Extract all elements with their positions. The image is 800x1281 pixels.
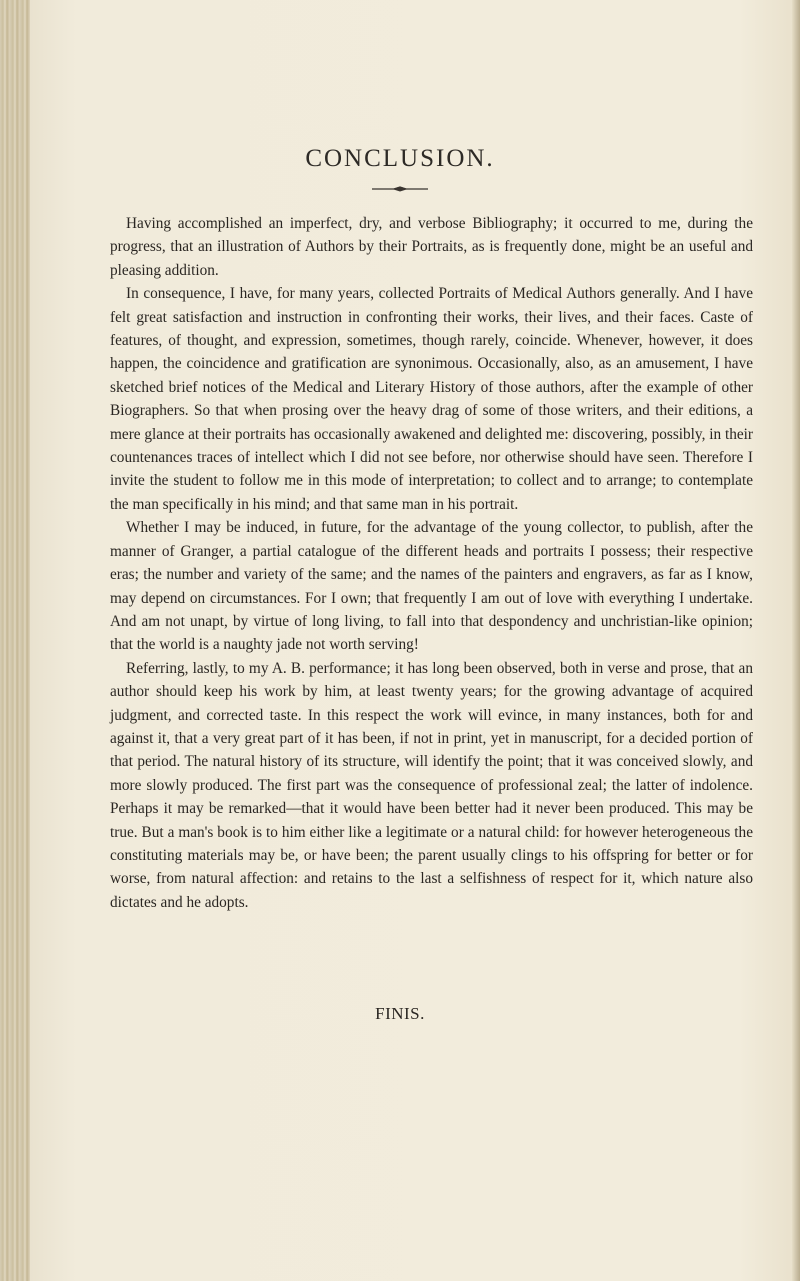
paragraph-2: In consequence, I have, for many years, collected Portraits of Medical Authors generally. And I have felt great satisfaction and instruction in confronting their works, their lives, and their faces. Caste of features, of thought, and expression, sometimes, though rarely, coincide. Whenever, however, it does happen, the coincidence and gratification are synonimous. Occasionally, also, as an amusement, I have sketched brief notices of the Medical and Literary History of those authors, after the example of other Biographers. So that when prosing over the heavy drag of some of those writers, and their editions, a mere glance at their portraits has occasionally awakened and delighted me: discovering, possibly, in their countenances traces of intellect which I did not see before, nor otherwise should have seen. Therefore I invite the student to follow me in this mode of interpretation; to collect and to arrange; to contemplate the man specifically in his mind; and that same man in his portrait. xyxy=(110,285,753,513)
finis-label: FINIS. xyxy=(375,1004,425,1023)
paragraph-3: Whether I may be induced, in future, for the advantage of the young collector, to publish, after the manner of Granger, a partial catalogue of the different heads and portraits I possess; their respective eras; the number and variety of the same; and the names of the painters and engravers, as far as I know, may depend on circumstances. For I own; that frequently I am out of love with everything I undertake. And am not unapt, by virtue of long living, to fall into that despondency and unchristian-like opinion; that the world is a naughty jade not worth serving! xyxy=(110,519,753,654)
body-text xyxy=(110,212,753,914)
ornament-rule-icon xyxy=(370,186,430,192)
page-edge xyxy=(792,0,800,1281)
page-title: CONCLUSION. xyxy=(305,145,495,172)
paragraph-1: Having accomplished an imperfect, dry, and verbose Bibliography; it occurred to me, during the progress, that an illustration of Authors by their Portraits, as is frequently done, might be an useful and pleasing addition. xyxy=(110,215,753,279)
paragraph-4: Referring, lastly, to my A. B. performance; it has long been observed, both in verse and prose, that an author should keep his work by him, at least twenty years; for the growing advantage of acquired judgment, and corrected taste. In this respect the work will evince, in many instances, both for and against it, that a very great part of it has been, if not in print, yet in manuscript, for a decided portion of that period. The natural history of its structure, will identify the point; that it was conceived slowly, and more slowly produced. The first part was the consequence of professional zeal; the latter of indolence. Perhaps it may be remarked—that it would have been better had it never been produced. This may be true. But a man's book is to him either like a legitimate or a natural child: for however heterogeneous the constituting materials may be, or have been; the parent usually clings to his offspring for better or for worse, from natural affection: and retains to the last a selfishness of respect for it, which nature also dictates and he adopts. xyxy=(110,659,753,911)
book-spine xyxy=(0,0,32,1281)
